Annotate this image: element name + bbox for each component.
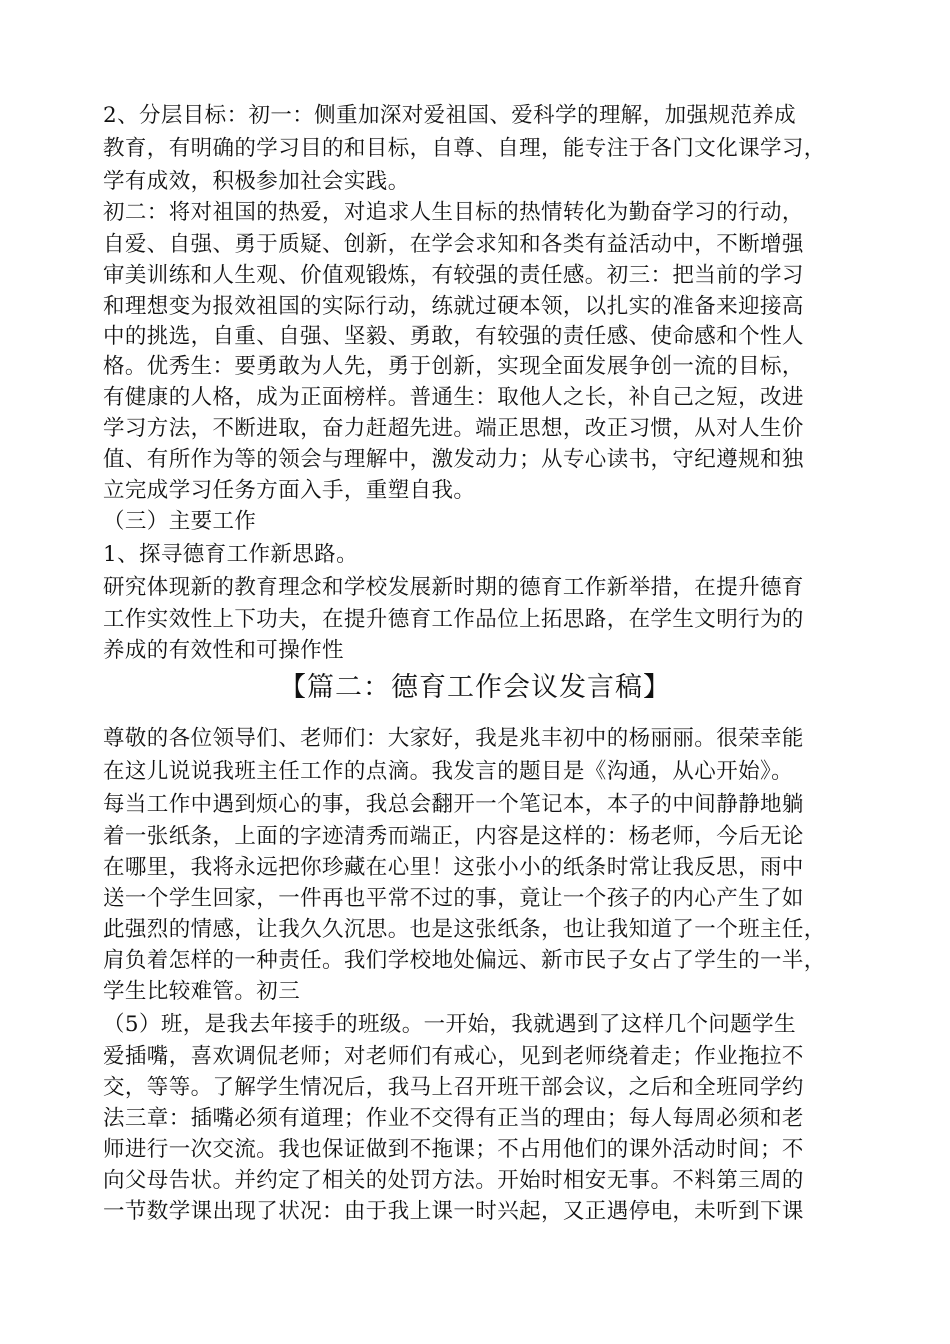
section-title: （三）主要工作: [103, 509, 257, 534]
text-line: 和理想变为报效祖国的实际行动，练就过硬本领，以扎实的准备来迎接高: [103, 294, 804, 319]
text-line: 学有成效，积极参加社会实践。: [103, 169, 410, 194]
text-line: 向父母告状。并约定了相关的处罚方法。开始时相安无事。不料第三周的: [103, 1168, 804, 1193]
text-line: 审美训练和人生观、价值观锻炼，有较强的责任感。初三：把当前的学习: [103, 263, 804, 288]
text-line: 着一张纸条，上面的字迹清秀而端正，内容是这样的：杨老师，今后无论: [103, 824, 804, 849]
text-line: 在这儿说说我班主任工作的点滴。我发言的题目是《沟通，从心开始》。: [103, 759, 794, 784]
text-line: 立完成学习任务方面入手，重塑自我。: [103, 478, 476, 503]
text-line: 每当工作中遇到烦心的事，我总会翻开一个笔记本，本子的中间静静地躺: [103, 792, 804, 817]
text-line: 在哪里，我将永远把你珍藏在心里！这张小小的纸条时常让我反思，雨中: [103, 855, 804, 880]
text-line: 自爱、自强、勇于质疑、创新，在学会求知和各类有益活动中，不断增强: [103, 232, 804, 257]
article-heading: 【篇二：德育工作会议发言稿】: [279, 672, 671, 703]
text-line: 此强烈的情感，让我久久沉思。也是这张纸条，也让我知道了一个班主任，: [103, 917, 826, 942]
text-line: 养成的有效性和可操作性: [103, 638, 344, 663]
text-line: 2、分层目标：初一：侧重加深对爱祖国、爱科学的理解，加强规范养成: [103, 103, 796, 128]
text-line: 教育，有明确的学习目的和目标，自尊、自理，能专注于各门文化课学习，: [103, 136, 826, 161]
text-line: 学生比较难管。初三: [103, 979, 301, 1004]
text-line: 有健康的人格，成为正面榜样。普通生：取他人之长，补自己之短，改进: [103, 385, 804, 410]
text-line: 学习方法，不断进取，奋力赶超先进。端正思想，改正习惯，从对人生价: [103, 416, 804, 441]
text-line: 爱插嘴，喜欢调侃老师；对老师们有戒心，见到老师绕着走；作业拖拉不: [103, 1044, 804, 1069]
text-line: 一节数学课出现了状况：由于我上课一时兴起，又正遇停电，未听到下课: [103, 1199, 804, 1224]
text-line: 初二：将对祖国的热爱，对追求人生目标的热情转化为勤奋学习的行动，: [103, 200, 804, 225]
text-line: （5）班，是我去年接手的班级。一开始，我就遇到了这样几个问题学生: [103, 1012, 796, 1037]
text-line: 工作实效性上下功夫，在提升德育工作品位上拓思路，在学生文明行为的: [103, 607, 804, 632]
subsection-title: 1、探寻德育工作新思路。: [103, 542, 358, 567]
text-line: 师进行一次交流。我也保证做到不拖课；不占用他们的课外活动时间；不: [103, 1137, 804, 1162]
text-line: 尊敬的各位领导们、老师们：大家好，我是兆丰初中的杨丽丽。很荣幸能: [103, 726, 804, 751]
text-line: 格。优秀生：要勇敢为人先，勇于创新，实现全面发展争创一流的目标，: [103, 354, 804, 379]
text-line: 肩负着怎样的一种责任。我们学校地处偏远、新市民子女占了学生的一半，: [103, 948, 826, 973]
text-line: 交，等等。了解学生情况后，我马上召开班干部会议，之后和全班同学约: [103, 1075, 804, 1100]
text-line: 送一个学生回家，一件再也平常不过的事，竟让一个孩子的内心产生了如: [103, 886, 804, 911]
text-line: 值、有所作为等的领会与理解中，激发动力；从专心读书，守纪遵规和独: [103, 447, 804, 472]
text-line: 研究体现新的教育理念和学校发展新时期的德育工作新举措，在提升德育: [103, 575, 804, 600]
text-line: 法三章：插嘴必须有道理；作业不交得有正当的理由；每人每周必须和老: [103, 1106, 804, 1131]
text-line: 中的挑选，自重、自强、坚毅、勇敢，有较强的责任感、使命感和个性人: [103, 324, 804, 349]
